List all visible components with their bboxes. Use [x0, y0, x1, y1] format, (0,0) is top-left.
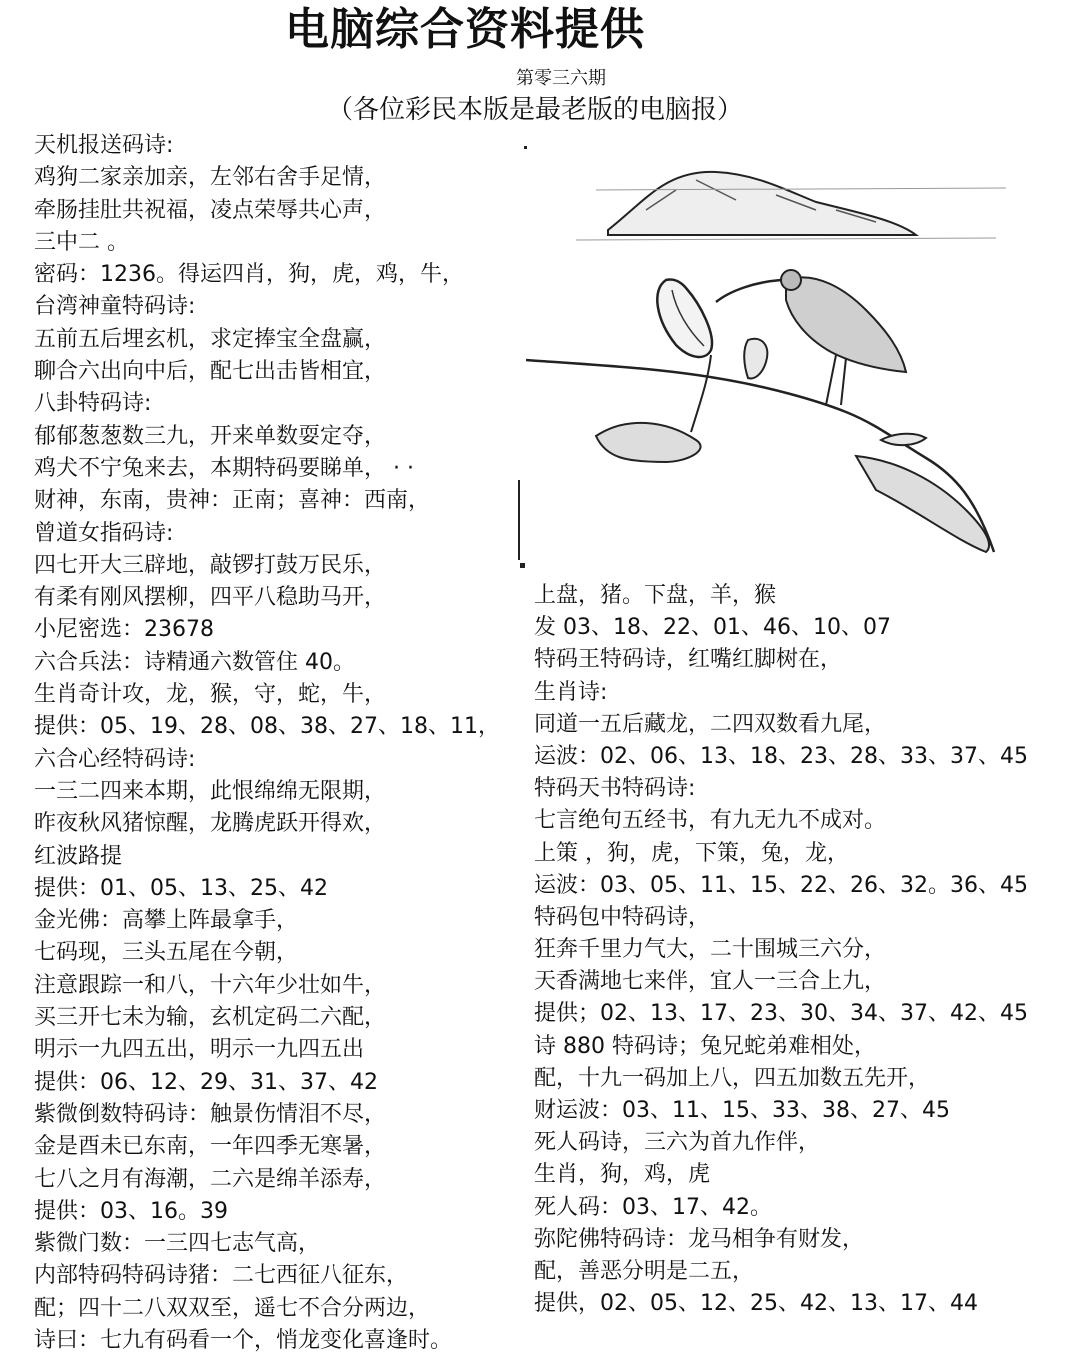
text-line: 同道一五后藏龙，二四双数看九尾， — [534, 711, 887, 737]
right-column — [534, 580, 1074, 1320]
left-column — [34, 130, 524, 1357]
text-line: 七码现，三头五尾在今朝， — [34, 940, 299, 966]
text-line: 发 03、18、22、01、46、10、07 — [534, 615, 891, 641]
text-line: 特码天书特码诗: — [534, 776, 696, 802]
text-line: 一三二四来本期，此恨绵绵无限期， — [34, 778, 387, 804]
text-line: 提供：06、12、29、31、37、42 — [34, 1069, 378, 1095]
text-line: 上策 ，狗，虎，下策，兔，龙， — [534, 840, 849, 866]
text-line: 七言绝句五经书，有九无九不成对。 — [534, 808, 887, 834]
bird-wading-illustration-icon — [516, 140, 1016, 580]
text-line: 提供：05、19、28、08、38、27、18、11， — [34, 714, 500, 740]
text-line: 死人码：03、17、42。 — [534, 1194, 772, 1220]
page-title: 电脑综合资料提供 — [285, 4, 645, 55]
text-line: 提供；02、13、17、23、30、34、37、42、45 — [534, 1001, 1028, 1027]
text-line: 配，善恶分明是二五， — [534, 1258, 755, 1284]
text-line: 弥陀佛特码诗：龙马相争有财发， — [534, 1226, 865, 1252]
text-line: 金光佛：高攀上阵最拿手， — [34, 908, 299, 934]
text-line: 财神，东南，贵神：正南；喜神：西南， — [34, 488, 431, 514]
text-line: 生肖奇计攻，龙，猴，守，蛇，牛， — [34, 682, 387, 708]
text-line: 死人码诗，三六为首九作伴， — [534, 1130, 821, 1156]
issue-number: 第零三六期 — [516, 68, 606, 89]
text-line: 注意跟踪一和八，十六年少壮如牛， — [34, 972, 387, 998]
text-line: 运波：03、05、11、15、22、26、32。36、45 — [534, 872, 1028, 898]
text-line: 诗曰：七九有码看一个，悄龙变化喜逢时。 — [34, 1327, 453, 1353]
page-subtitle: （各位彩民本版是最老版的电脑报） — [326, 95, 743, 125]
text-line: 紫微倒数特码诗：触景伤情泪不尽， — [34, 1101, 387, 1127]
text-line: 内部特码特码诗猪：二七西征八征东， — [34, 1263, 409, 1289]
text-line: 八卦特码诗: — [34, 391, 152, 417]
text-line: 牵肠挂肚共祝福，凌点荣辱共心声， — [34, 197, 387, 223]
text-line: 明示一九四五出，明示一九四五出 — [34, 1037, 365, 1063]
text-line: 天机报送码诗: — [34, 133, 174, 158]
text-line: 密码：1236。得运四肖，狗，虎，鸡，牛， — [34, 262, 464, 288]
text-line: 四七开大三辟地，敲锣打鼓万民乐， — [34, 552, 387, 578]
text-line: 特码包中特码诗， — [534, 904, 711, 930]
text-line: 郁郁葱葱数三九，开来单数耍定夺， — [34, 423, 387, 449]
text-line: 昨夜秋风猪惊醒，龙腾虎跃开得欢， — [34, 811, 387, 837]
text-line: 鸡狗二家亲加亲，左邻右舍手足情， — [34, 165, 387, 191]
text-line: 六合心经特码诗: — [34, 746, 196, 772]
text-line: 生肖诗: — [534, 679, 608, 705]
text-line: 鸡犬不宁兔来去，本期特码要睇单， · · — [34, 455, 414, 481]
text-line: 上盘，猪。下盘，羊，猴 — [534, 583, 777, 608]
text-line: 聊合六出向中后，配七出击皆相宜， — [34, 359, 387, 385]
text-line: 小尼密选：23678 — [34, 617, 214, 643]
text-line: 紫微门数：一三四七志气高， — [34, 1231, 321, 1257]
text-line: 财运波：03、11、15、33、38、27、45 — [534, 1098, 950, 1123]
text-line: 六合兵法：诗精通六数管住 40。 — [34, 649, 355, 675]
text-line: 狂奔千里力气大，二十围城三六分， — [534, 937, 887, 963]
text-line: 有柔有刚风摆柳，四平八稳助马开， — [34, 585, 387, 611]
text-line: 买三开七未为输，玄机定码二六配， — [34, 1005, 387, 1031]
text-line: 特码王特码诗，红嘴红脚树在， — [534, 647, 843, 673]
text-line: 配，十九一码加上八，四五加数五先开， — [534, 1065, 931, 1091]
text-line: 曾道女指码诗: — [34, 520, 174, 546]
text-line: 三中二 。 — [34, 229, 129, 255]
text-line: 天香满地七来伴，宜人一三合上九， — [534, 969, 887, 995]
text-line: 台湾神童特码诗: — [34, 294, 196, 320]
text-line: 金是酉未已东南，一年四季无寒暑， — [34, 1134, 387, 1160]
text-line: 红波路提 — [34, 843, 123, 869]
text-line: 提供，02、05、12、25、42、13、17、44 — [534, 1291, 978, 1317]
text-line: 配；四十二八双双至，遥七不合分两边， — [34, 1295, 431, 1321]
text-line: 生肖，狗，鸡，虎 — [534, 1162, 711, 1188]
text-line: 诗 880 特码诗；兔兄蛇弟难相处， — [534, 1033, 876, 1059]
text-line: 提供：01、05、13、25、42 — [34, 875, 328, 901]
text-line: 七八之月有海潮，二六是绵羊添寿， — [34, 1166, 387, 1192]
text-line: 运波：02、06、13、18、23、28、33、37、45 — [534, 743, 1028, 769]
text-line: 提供：03、16。39 — [34, 1198, 228, 1224]
text-line: 五前五后埋玄机，求定捧宝全盘赢， — [34, 326, 387, 352]
